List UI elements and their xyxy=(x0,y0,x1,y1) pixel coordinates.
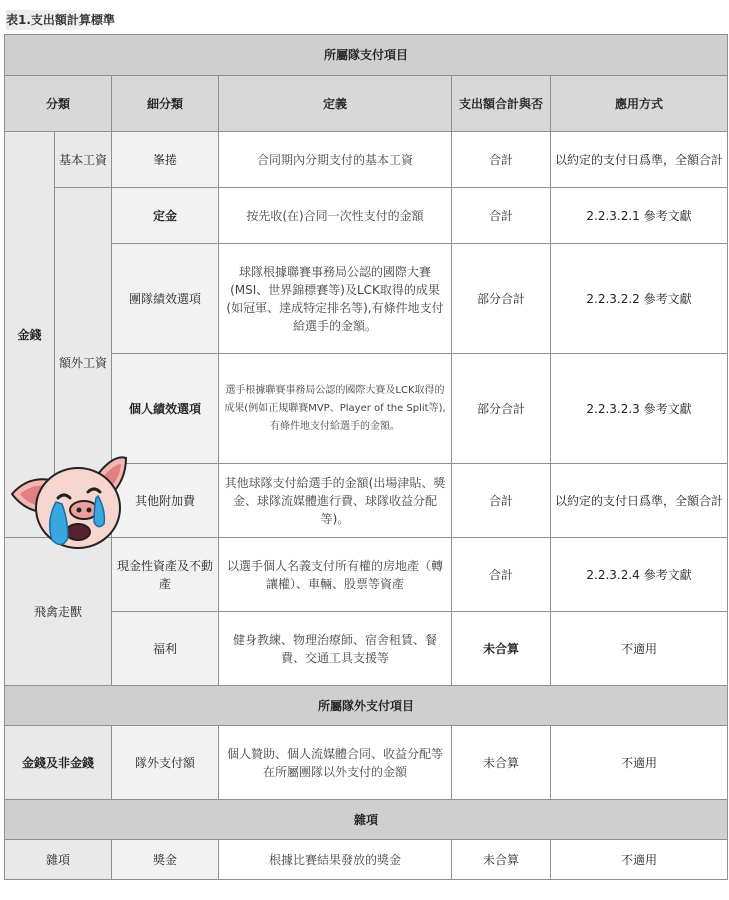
method-cell: 2.2.3.2.1 參考文獻 xyxy=(551,188,728,244)
method-cell: 2.2.3.2.2 參考文獻 xyxy=(551,244,728,354)
method-cell: 不適用 xyxy=(551,612,728,686)
total-cell: 合計 xyxy=(452,188,551,244)
total-cell: 部分合計 xyxy=(452,244,551,354)
section-misc: 雜項 xyxy=(5,800,728,840)
total-cell: 合計 xyxy=(452,464,551,538)
category-money: 金錢 xyxy=(5,132,55,538)
header-method: 應用方式 xyxy=(551,76,728,132)
definition-cell: 個人贊助、個人流媒體合同、收益分配等在所屬團隊以外支付的金額 xyxy=(219,726,452,800)
table-caption: 表1.支出額計算標準 xyxy=(6,10,119,30)
category-extra-wage: 額外工資 xyxy=(55,188,112,538)
method-cell: 2.2.3.2.4 參考文獻 xyxy=(551,538,728,612)
definition-cell: 球隊根據聯賽事務局公認的國際大賽(MSI、世界錦標賽等)及LCK取得的成果(如冠軍、達成特定排名等),有條件地支付給選手的金額。 xyxy=(219,244,452,354)
method-cell: 以約定的支付日爲準，全額合計 xyxy=(551,132,728,188)
category-beasts: 飛禽走獸 xyxy=(5,538,112,686)
total-cell: 未合算 xyxy=(452,612,551,686)
method-cell: 不適用 xyxy=(551,726,728,800)
definition-cell: 根據比賽結果發放的獎金 xyxy=(219,840,452,880)
total-cell: 合計 xyxy=(452,538,551,612)
subcategory-cell: 定金 xyxy=(112,188,219,244)
subcategory-cell: 現金性資產及不動產 xyxy=(112,538,219,612)
category-basic-wage: 基本工資 xyxy=(55,132,112,188)
definition-cell: 合同期內分期支付的基本工資 xyxy=(219,132,452,188)
section-team-payment: 所屬隊支付項目 xyxy=(5,35,728,76)
subcategory-cell: 福利 xyxy=(112,612,219,686)
header-category: 分類 xyxy=(5,76,112,132)
subcategory-cell: 團隊績效選項 xyxy=(112,244,219,354)
method-cell: 不適用 xyxy=(551,840,728,880)
definition-cell: 以選手個人名義支付所有權的房地產（轉讓權）、車輛、股票等資產 xyxy=(219,538,452,612)
header-subcategory: 細分類 xyxy=(112,76,219,132)
method-cell: 2.2.3.2.3 參考文獻 xyxy=(551,354,728,464)
total-cell: 合計 xyxy=(452,132,551,188)
subcategory-cell: 隊外支付額 xyxy=(112,726,219,800)
subcategory-cell: 其他附加費 xyxy=(112,464,219,538)
category-external: 金錢及非金錢 xyxy=(5,726,112,800)
subcategory-cell: 個人績效選項 xyxy=(112,354,219,464)
total-cell: 部分合計 xyxy=(452,354,551,464)
method-cell: 以約定的支付日爲準，全額合計 xyxy=(551,464,728,538)
header-definition: 定義 xyxy=(219,76,452,132)
header-total: 支出額合計與否 xyxy=(452,76,551,132)
subcategory-cell: 峯捲 xyxy=(112,132,219,188)
crying-pig-icon xyxy=(6,450,130,560)
category-misc: 雜項 xyxy=(5,840,112,880)
definition-cell: 選手根據聯賽事務局公認的國際大賽及LCK取得的成果(例如正規聯賽MVP、Player of the Split等),有條件地支付給選手的金額。 xyxy=(219,354,452,464)
definition-cell: 按先收(在)合同一次性支付的金額 xyxy=(219,188,452,244)
subcategory-cell: 獎金 xyxy=(112,840,219,880)
total-cell: 未合算 xyxy=(452,726,551,800)
definition-cell: 健身教練、物理治療師、宿舍租賃、餐費、交通工具支援等 xyxy=(219,612,452,686)
definition-cell: 其他球隊支付給選手的金額(出場津貼、獎金、球隊流媒體進行費、球隊收益分配等)。 xyxy=(219,464,452,538)
total-cell: 未合算 xyxy=(452,840,551,880)
section-external-payment: 所屬隊外支付項目 xyxy=(5,686,728,726)
